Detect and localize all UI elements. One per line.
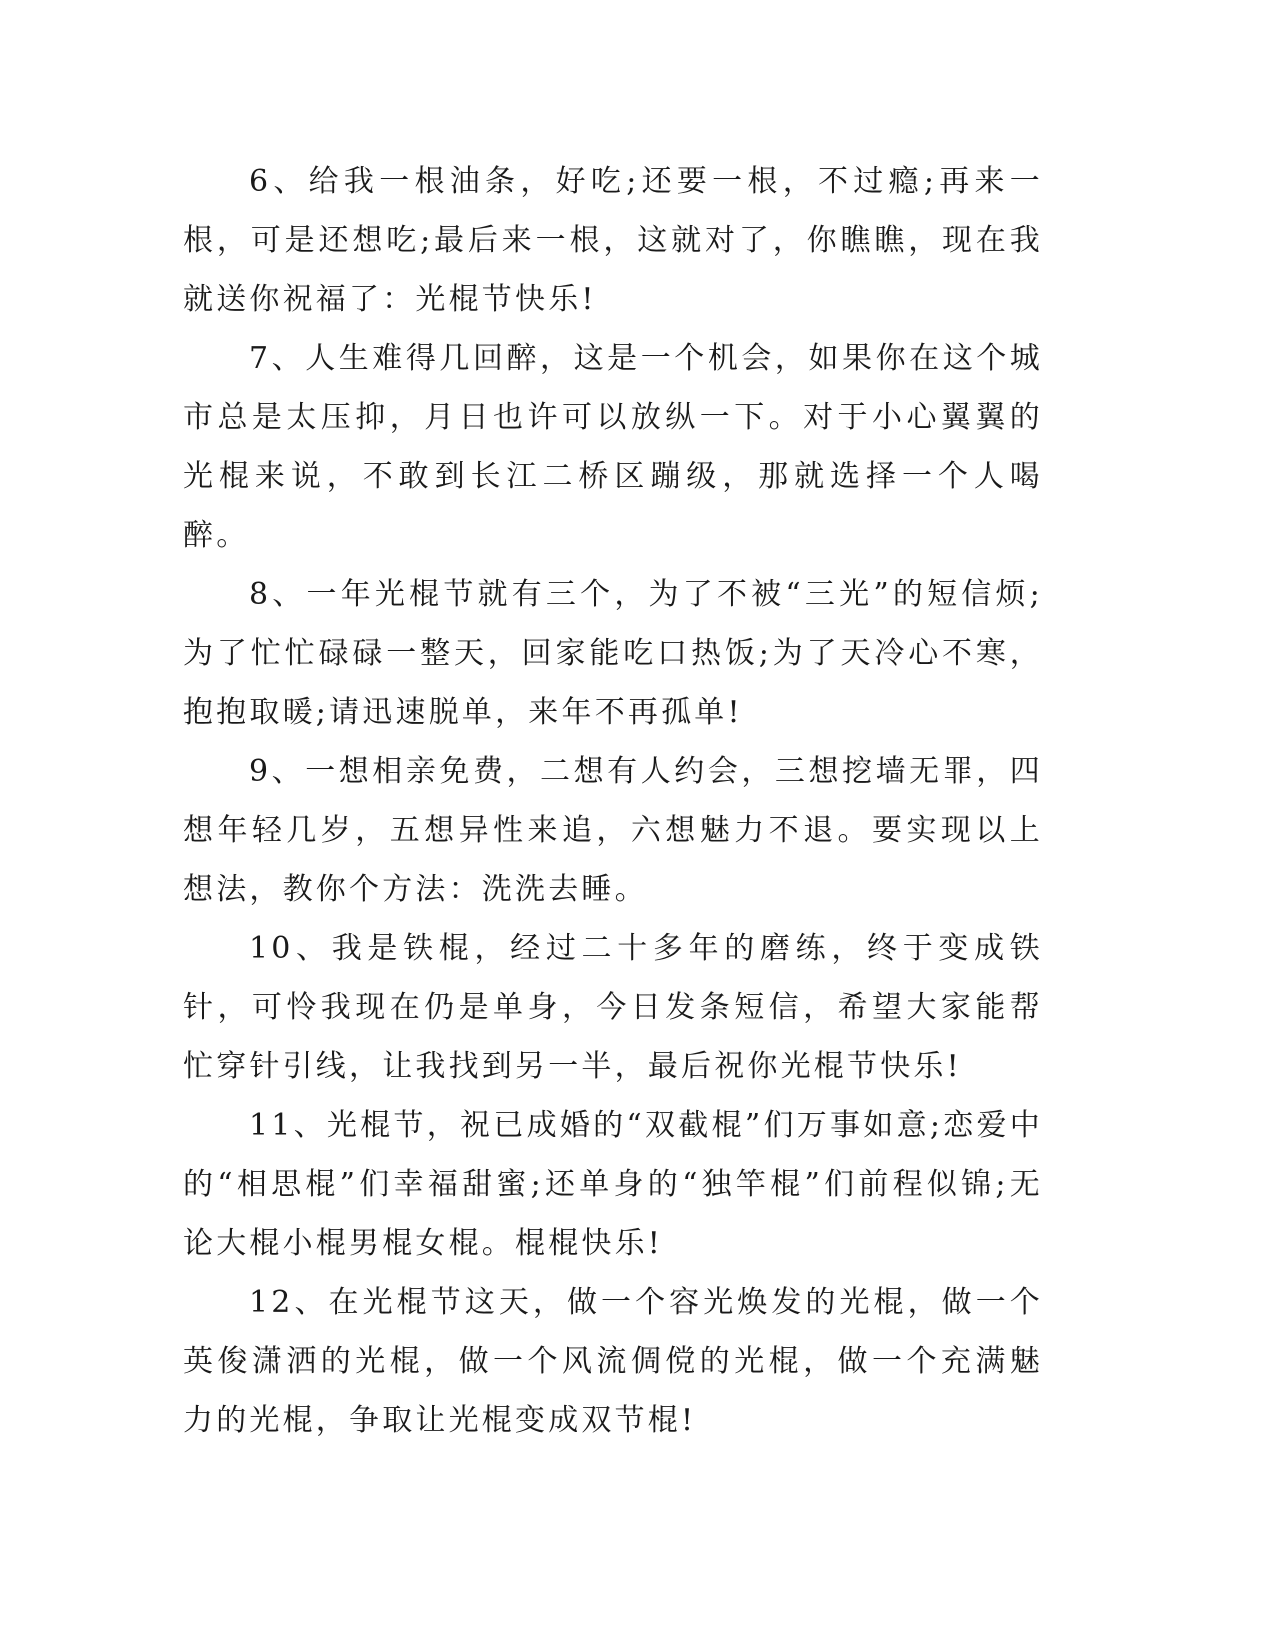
paragraph-8: 8、一年光棍节就有三个，为了不被“三光”的短信烦;为了忙忙碌碌一整天，回家能吃口热饭;为了天冷心不寒，抱抱取暖;请迅速脱单，来年不再孤单!: [183, 577, 1043, 730]
paragraph-10: 10、我是铁棍，经过二十多年的磨练，终于变成铁针，可怜我现在仍是单身，今日发条短信，希望大家能帮忙穿针引线，让我找到另一半，最后祝你光棍节快乐!: [183, 931, 1043, 1084]
paragraph-7: 7、人生难得几回醉，这是一个机会，如果你在这个城市总是太压抑，月日也许可以放纵一下。对于小心翼翼的光棍来说，不敢到长江二桥区蹦级，那就选择一个人喝醉。: [183, 341, 1043, 553]
paragraph-11: 11、光棍节，祝已成婚的“双截棍”们万事如意;恋爱中的“相思棍”们幸福甜蜜;还单身的“独竿棍”们前程似锦;无论大棍小棍男棍女棍。棍棍快乐!: [183, 1108, 1043, 1261]
paragraph-6: 6、给我一根油条，好吃;还要一根，不过瘾;再来一根，可是还想吃;最后来一根，这就对了，你瞧瞧，现在我就送你祝福了：光棍节快乐!: [183, 164, 1043, 317]
document-body: [183, 152, 1043, 1450]
paragraph-9: 9、一想相亲免费，二想有人约会，三想挖墙无罪，四想年轻几岁，五想异性来追，六想魅力不退。要实现以上想法，教你个方法：洗洗去睡。: [183, 754, 1043, 907]
paragraph-12: 12、在光棍节这天，做一个容光焕发的光棍，做一个英俊潇洒的光棍，做一个风流倜傥的光棍，做一个充满魅力的光棍，争取让光棍变成双节棍!: [183, 1285, 1043, 1438]
